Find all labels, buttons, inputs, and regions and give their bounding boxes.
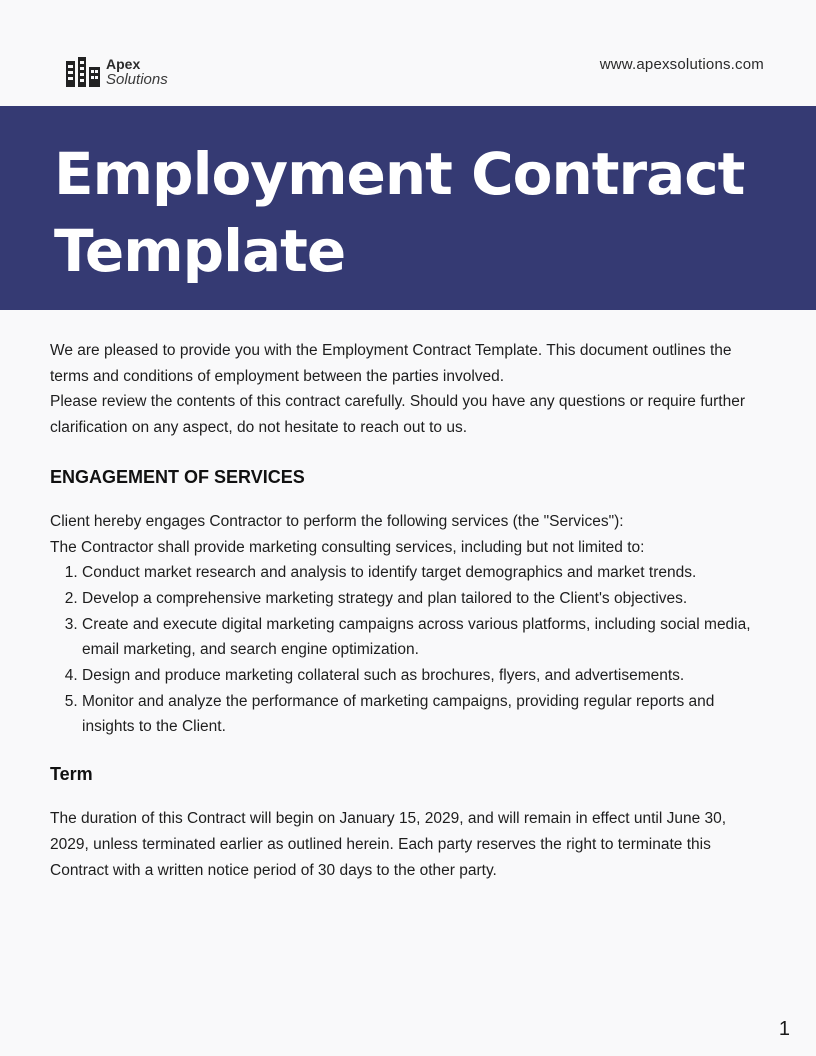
page-title: Employment Contract Template — [54, 140, 745, 285]
page-number: 1 — [778, 1018, 790, 1040]
list-item: 1. Conduct market research and analysis to identify target demographics and market trends. — [82, 560, 766, 586]
logo-name: Apex — [106, 56, 141, 72]
website-url: www.apexsolutions.com — [599, 56, 764, 73]
building-icon — [66, 57, 100, 87]
list-item: 2. Develop a comprehensive marketing strategy and plan tailored to the Client's objectives. — [82, 586, 766, 612]
term-heading: Term — [50, 764, 93, 785]
services-list — [50, 560, 766, 740]
engagement-line-1: Client hereby engages Contractor to perform the following services (the "Services"): — [50, 512, 624, 530]
engagement-line-2: The Contractor shall provide marketing consulting services, including but not limited to: — [50, 538, 645, 556]
engagement-heading: ENGAGEMENT OF SERVICES — [50, 466, 305, 487]
term-paragraph: The duration of this Contract will begin on January 15, 2029, and will remain in effect until June 30, 2029, unless terminated earlier as outlined herein. Each party reserves the right to terminate this Contract with a written notice period of 30 days to the other party. — [50, 810, 727, 879]
title-banner — [0, 106, 816, 310]
list-item: 5. Monitor and analyze the performance of marketing campaigns, providing regular reports and insights to the Client. — [82, 689, 766, 740]
list-item: 3. Create and execute digital marketing campaigns across various platforms, including social media, email marketing, and search engine optimization. — [82, 612, 766, 663]
list-item: 4. Design and produce marketing collateral such as brochures, flyers, and advertisements. — [82, 663, 766, 689]
document-body — [50, 338, 766, 883]
intro-paragraph-2: Please review the contents of this contract carefully. Should you have any questions or require further clarification on any aspect, do not hesitate to reach out to us. — [50, 393, 746, 437]
intro-paragraph-1: We are pleased to provide you with the Employment Contract Template. This document outlines the terms and conditions of employment between the parties involved. — [50, 342, 732, 385]
company-logo — [66, 56, 168, 88]
logo-subtitle: Solutions — [106, 71, 168, 88]
